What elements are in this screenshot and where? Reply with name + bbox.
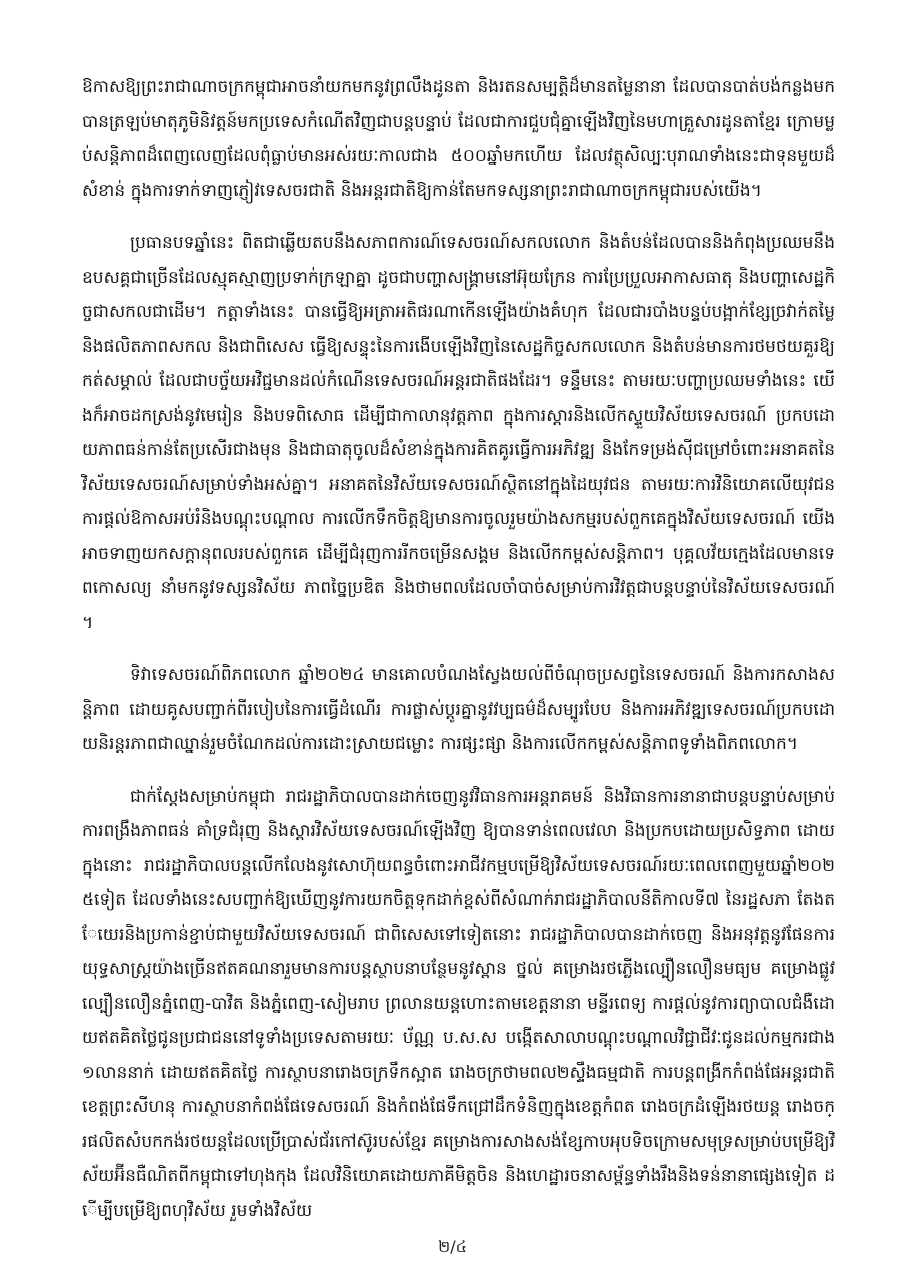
paragraph-4: ជាក់ស្តែងសម្រាប់កម្ពុជា រាជរដ្ឋាភិបាលបានដាក់ចេញនូវវិធានការអន្តរាគមន៍ និងវិធានការនានាជាបន្តបន្ទាប់សម្រាប់ការពង្រឹងភាពធន់ គាំទ្រជំរុញ និងស្តារវិស័យទេសចរណ៍ឡើងវិញ ឱ្យបានទាន់ពេលវេលា និងប្រកបដោយប្រសិទ្ធភាព ដោយក្នុងនោះ រាជរដ្ឋាភិបាលបន្តលើកលែងនូវសោហ៊ុយពន្ធចំពោះអាជីវកម្មបម្រើឱ្យវិស័យទេសចរណ៍រយៈពេលពេញមួយឆ្នាំ២០២៥ទៀត ដែលទាំងនេះសបញ្ជាក់ឱ្យឃើញនូវការយកចិត្តទុកដាក់ខ្ពស់ពីសំណាក់រាជរដ្ឋាភិបាលនីតិកាលទី៧ នៃរដ្ឋសភា តែងតែយេរនិងប្រកាន់ខ្ជាប់ជាមួយវិស័យទេសចរណ៍ ជាពិសេសទៅទៀតនោះ រាជរដ្ឋាភិបាលបានដាក់ចេញ និងអនុវត្តនូវផែនការយុទ្ធសាស្ត្រយ៉ាងច្រើនឥតគណនារួមមានការបន្តស្ថាបនាបន្ថែមនូវស្ពាន ថ្នល់ គម្រោងរថភ្លើងល្បឿនលឿនមធ្យម គម្រោងផ្លូវល្បឿនលឿនភ្នំពេញ-បាវិត និងភ្នំពេញ-សៀមរាប ព្រលានយន្តហោះតាមខេត្តនានា មន្ទីរពេទ្យ ការផ្តល់នូវការព្យាបាលជំងឺដោយឥតគិតថ្លៃជូនប្រជាជននៅទូទាំងប្រទេសតាមរយៈ ប័ណ្ណ ប.ស.ស បង្កើតសាលាបណ្តុះបណ្តាលវិជ្ជាជីវៈជូនដល់កម្មករជាង១លាននាក់ ដោយឥតគិតថ្លៃ ការស្ថាបនារោងចក្រទឹកស្អាត រោងចក្រថាមពល២ស្ទឹងធម្មជាតិ ការបន្តពង្រីកកំពង់ផែអន្តរជាតិខេត្តព្រះសីហនុ ការស្ថាបនាកំពង់ផែទេសចរណ៍ និងកំពង់ផែទឹកជ្រៅដឹកទំនិញក្នុងខេត្តកំពត រោងចក្រដំឡើងរថយន្ត រោងចក្រផលិតសំបកកង់រថយន្តដែលប្រើប្រាស់ជ័រកៅស៊ូរបស់ខ្មែរ គម្រោងការសាងសង់ខ្សែកាបអុបទិចក្រោមសមុទ្រសម្រាប់បម្រើឱ្យវិស័យអ៊ីនធឺណិតពីកម្ពុជាទៅហុងកុង ដែលវិនិយោគដោយភាគីមិត្តចិន និងហេដ្ឋារចនាសម្ព័ន្ធទាំងរឹងនិងទន់នានាផ្សេងទៀត ដើម្បីបម្រើឱ្យពហុវិស័យ រួមទាំងវិស័យ <box>82 786 835 1221</box>
page-number: ២/៤ <box>438 1237 467 1256</box>
paragraph-2: ប្រធានបទឆ្នាំនេះ ពិតជាឆ្លើយតបនឹងសភាពការណ៍ទេសចរណ៍សកលលោក និងតំបន់ដែលបាននិងកំពុងប្រឈមនឹងឧបសគ្គជាច្រើនដែលស្មុគស្មាញប្រទាក់ក្រឡាគ្នា ដូចជាបញ្ហាសង្គ្រាមនៅអ៊ុយក្រែន ការប្រែប្រួលអាកាសធាតុ និងបញ្ហាសេដ្ឋកិច្ចជាសកលជាដើម។ កត្តាទាំងនេះ បានធ្វើឱ្យអត្រាអតិផរណាកើនឡើងយ៉ាងគំហុក ដែលជារបាំងបន្ទប់បង្អាក់ខ្សែច្រវាក់តម្លៃ និងផលិតភាពសកល និងជាពិសេស ធ្វើឱ្យសន្ទុះនៃការងើបឡើងវិញនៃសេដ្ឋកិច្ចសកលលោក និងតំបន់មានការថមថយគួរឱ្យកត់សម្គាល់ ដែលជាបច្ច័យអវិជ្ជមានដល់កំណើនទេសចរណ៍អន្តរជាតិផងដែរ។ ទន្ទឹមនេះ តាមរយៈបញ្ហាប្រឈមទាំងនេះ យើងក៏អាចដកស្រង់នូវមេរៀន និងបទពិសោធ ដើម្បីជាកាលានុវត្តភាព ក្នុងការស្តារនិងលើកស្ទួយវិស័យទេសចរណ៍ ប្រកបដោយភាពធន់កាន់តែប្រសើរជាងមុន និងជាធាតុចូលដ៏សំខាន់ក្នុងការគិតគូរធ្វើការអភិវឌ្ឍ និងកែទម្រង់ស៊ីជម្រៅចំពោះអនាគតនៃវិស័យទេសចរណ៍សម្រាប់ទាំងអស់គ្នា។ អនាគតនៃវិស័យទេសចរណ៍ស្ថិតនៅក្នុងដៃយុវជន តាមរយៈការវិនិយោគលើយុវជន ការផ្តល់ឱកាសអប់រំនិងបណ្តុះបណ្តាល ការលើកទឹកចិត្តឱ្យមានការចូលរួមយ៉ាងសកម្មរបស់ពួកគេក្នុងវិស័យទេសចរណ៍ យើងអាចទាញយកសក្តានុពលរបស់ពួកគេ ដើម្បីជំរុញការរីកចម្រើនសង្គម និងលើកកម្ពស់សន្តិភាព។ បុគ្គលវ័យក្មេងដែលមានទេពកោសល្យ នាំមកនូវទស្សនវិស័យ ភាពច្នៃប្រឌិត និងថាមពលដែលចាំបាច់សម្រាប់ការវិវត្តជាបន្តបន្ទាប់នៃវិស័យទេសចរណ៍។ <box>82 233 835 633</box>
paragraph-1: ឱកាសឱ្យព្រះរាជាណាចក្រកម្ពុជាអាចនាំយកមកនូវព្រលឹងដូនតា និងរតនសម្បត្តិដ៏មានតម្លៃនានា ដែលបានបាត់បង់កន្លងមក បានត្រឡប់មាតុភូមិនិវត្តន៍មកប្រទេសកំណើតវិញជាបន្តបន្ទាប់ ដែលជាការជួបជុំគ្នាឡើងវិញនៃមហាគ្រួសារដូនតាខ្មែរ ក្រោមម្លប់សន្តិភាពដ៏ពេញលេញដែលពុំធ្លាប់មានអស់រយៈកាលជាង ៥០០ឆ្នាំមកហើយ ដែលវត្ថុសិល្បៈបុរាណទាំងនេះជាទុនមួយដ៏សំខាន់ ក្នុងការទាក់ទាញភ្ញៀវទេសចរជាតិ និងអន្តរជាតិឱ្យកាន់តែមកទស្សនាព្រះរាជាណាចក្រកម្ពុជារបស់យើង។ <box>82 77 835 201</box>
paragraph-3: ទិវាទេសចរណ៍ពិភពលោក ឆ្នាំ២០២៤ មានគោលបំណងស្វែងយល់ពីចំណុចប្រសព្វនៃទេសចរណ៍ និងការកសាងសន្តិភាព ដោយគូសបញ្ជាក់ពីរបៀបនៃការធ្វើដំណើរ ការផ្លាស់ប្តូរគ្នានូវវប្បធម៌ដ៏សម្បូរបែប និងការអភិវឌ្ឍទេសចរណ៍ប្រកបដោយនិរន្តរភាពជាឈ្នាន់រួមចំណែកដល់ការដោះស្រាយជម្លោះ ការផ្សះផ្សា និងការលើកកម្ពស់សន្តិភាពទូទាំងពិភពលោក។ <box>82 665 835 754</box>
